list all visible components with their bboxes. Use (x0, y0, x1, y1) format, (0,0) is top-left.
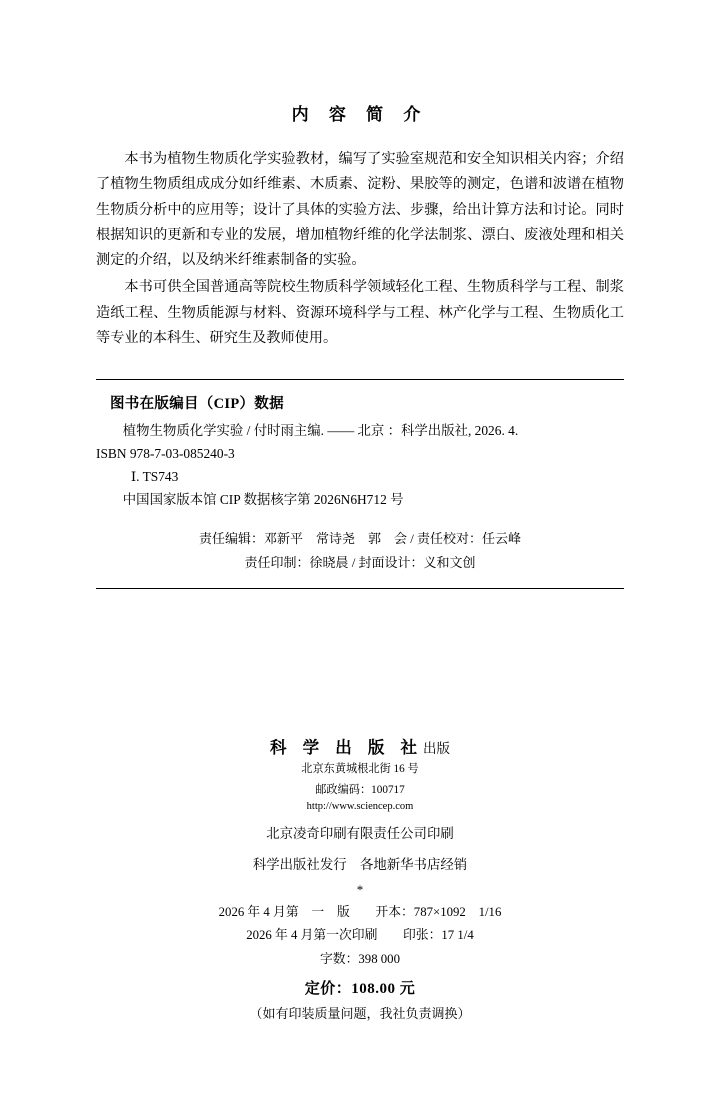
distribution-line: 科学出版社发行 各地新华书店经销 (252, 856, 468, 872)
publisher-url[interactable]: http://www.sciencep.com (306, 800, 414, 812)
printer-line: 北京凌奇印刷有限责任公司印刷 (266, 825, 454, 841)
staff-editors: 责任编辑：邓新平 常诗尧 郭 会 / 责任校对：任云峰 (198, 531, 522, 547)
word-count-line: 字数：398 000 (320, 951, 400, 966)
cip-line-classification: Ⅰ. TS743 (130, 469, 179, 485)
summary-title: 内 容 简 介 (291, 105, 429, 124)
star-separator: * (356, 881, 364, 897)
staff-production: 责任印制：徐晓晨 / 封面设计：义和文创 (244, 554, 476, 570)
summary-body (96, 147, 624, 351)
staff-credits (96, 527, 624, 574)
publisher-name-suffix: 出版 (423, 741, 450, 757)
publisher-address: 北京东黄城根北街 16 号 (301, 763, 419, 776)
publisher-name: 科 学 出 版 社 (270, 738, 423, 758)
print-info-line-1: 2026 年 4 月第 一 版 开本：787×1092 1/16 (218, 905, 502, 920)
summary-paragraph: 本书为植物生物质化学实验教材，编写了实验室规范和安全知识相关内容；介绍了植物生物质组成成分如纤维素、木质素、淀粉、果胶等的测定，色谱和波谱在植物生物质分析中的应用等；设计了具体的实验方法、步骤，给出计算方法和讨论。同时根据知识的更新和专业的发展，增加植物纤维的化学法制浆、漂白、废液处理和相关测定的介绍，以及纳米纤维素制备的实验。 (96, 151, 624, 269)
publisher-block (96, 734, 624, 1022)
publisher-postcode: 邮政编码：100717 (315, 783, 405, 796)
cip-heading: 图书在版编目（CIP）数据 (110, 396, 284, 413)
price-line: 定价：108.00 元 (304, 980, 416, 997)
cip-block (96, 380, 624, 574)
summary-paragraph: 本书可供全国普通高等院校生物质科学领域轻化工程、生物质科学与工程、制浆造纸工程、生物质能源与材料、资源环境科学与工程、林产化学与工程、生物质化工等专业的本科生、研究生及教师使用。 (96, 279, 624, 346)
cip-line-isbn: ISBN 978-7-03-085240-3 (96, 446, 235, 462)
cip-line-archive: 中国国家版本馆 CIP 数据核字第 2026N6H712 号 (122, 492, 404, 508)
cip-line-title: 植物生物质化学实验 / 付时雨主编. —— 北京 ：科学出版社, 2026. 4. (122, 423, 519, 439)
print-info-line-2: 2026 年 4 月第一次印刷 印张：17 1/4 (246, 928, 474, 943)
publisher-name-line (96, 734, 624, 758)
quality-note: （如有印装质量问题，我社负责调换） (249, 1005, 471, 1021)
divider-bottom (96, 588, 624, 589)
copyright-page (0, 100, 720, 1100)
